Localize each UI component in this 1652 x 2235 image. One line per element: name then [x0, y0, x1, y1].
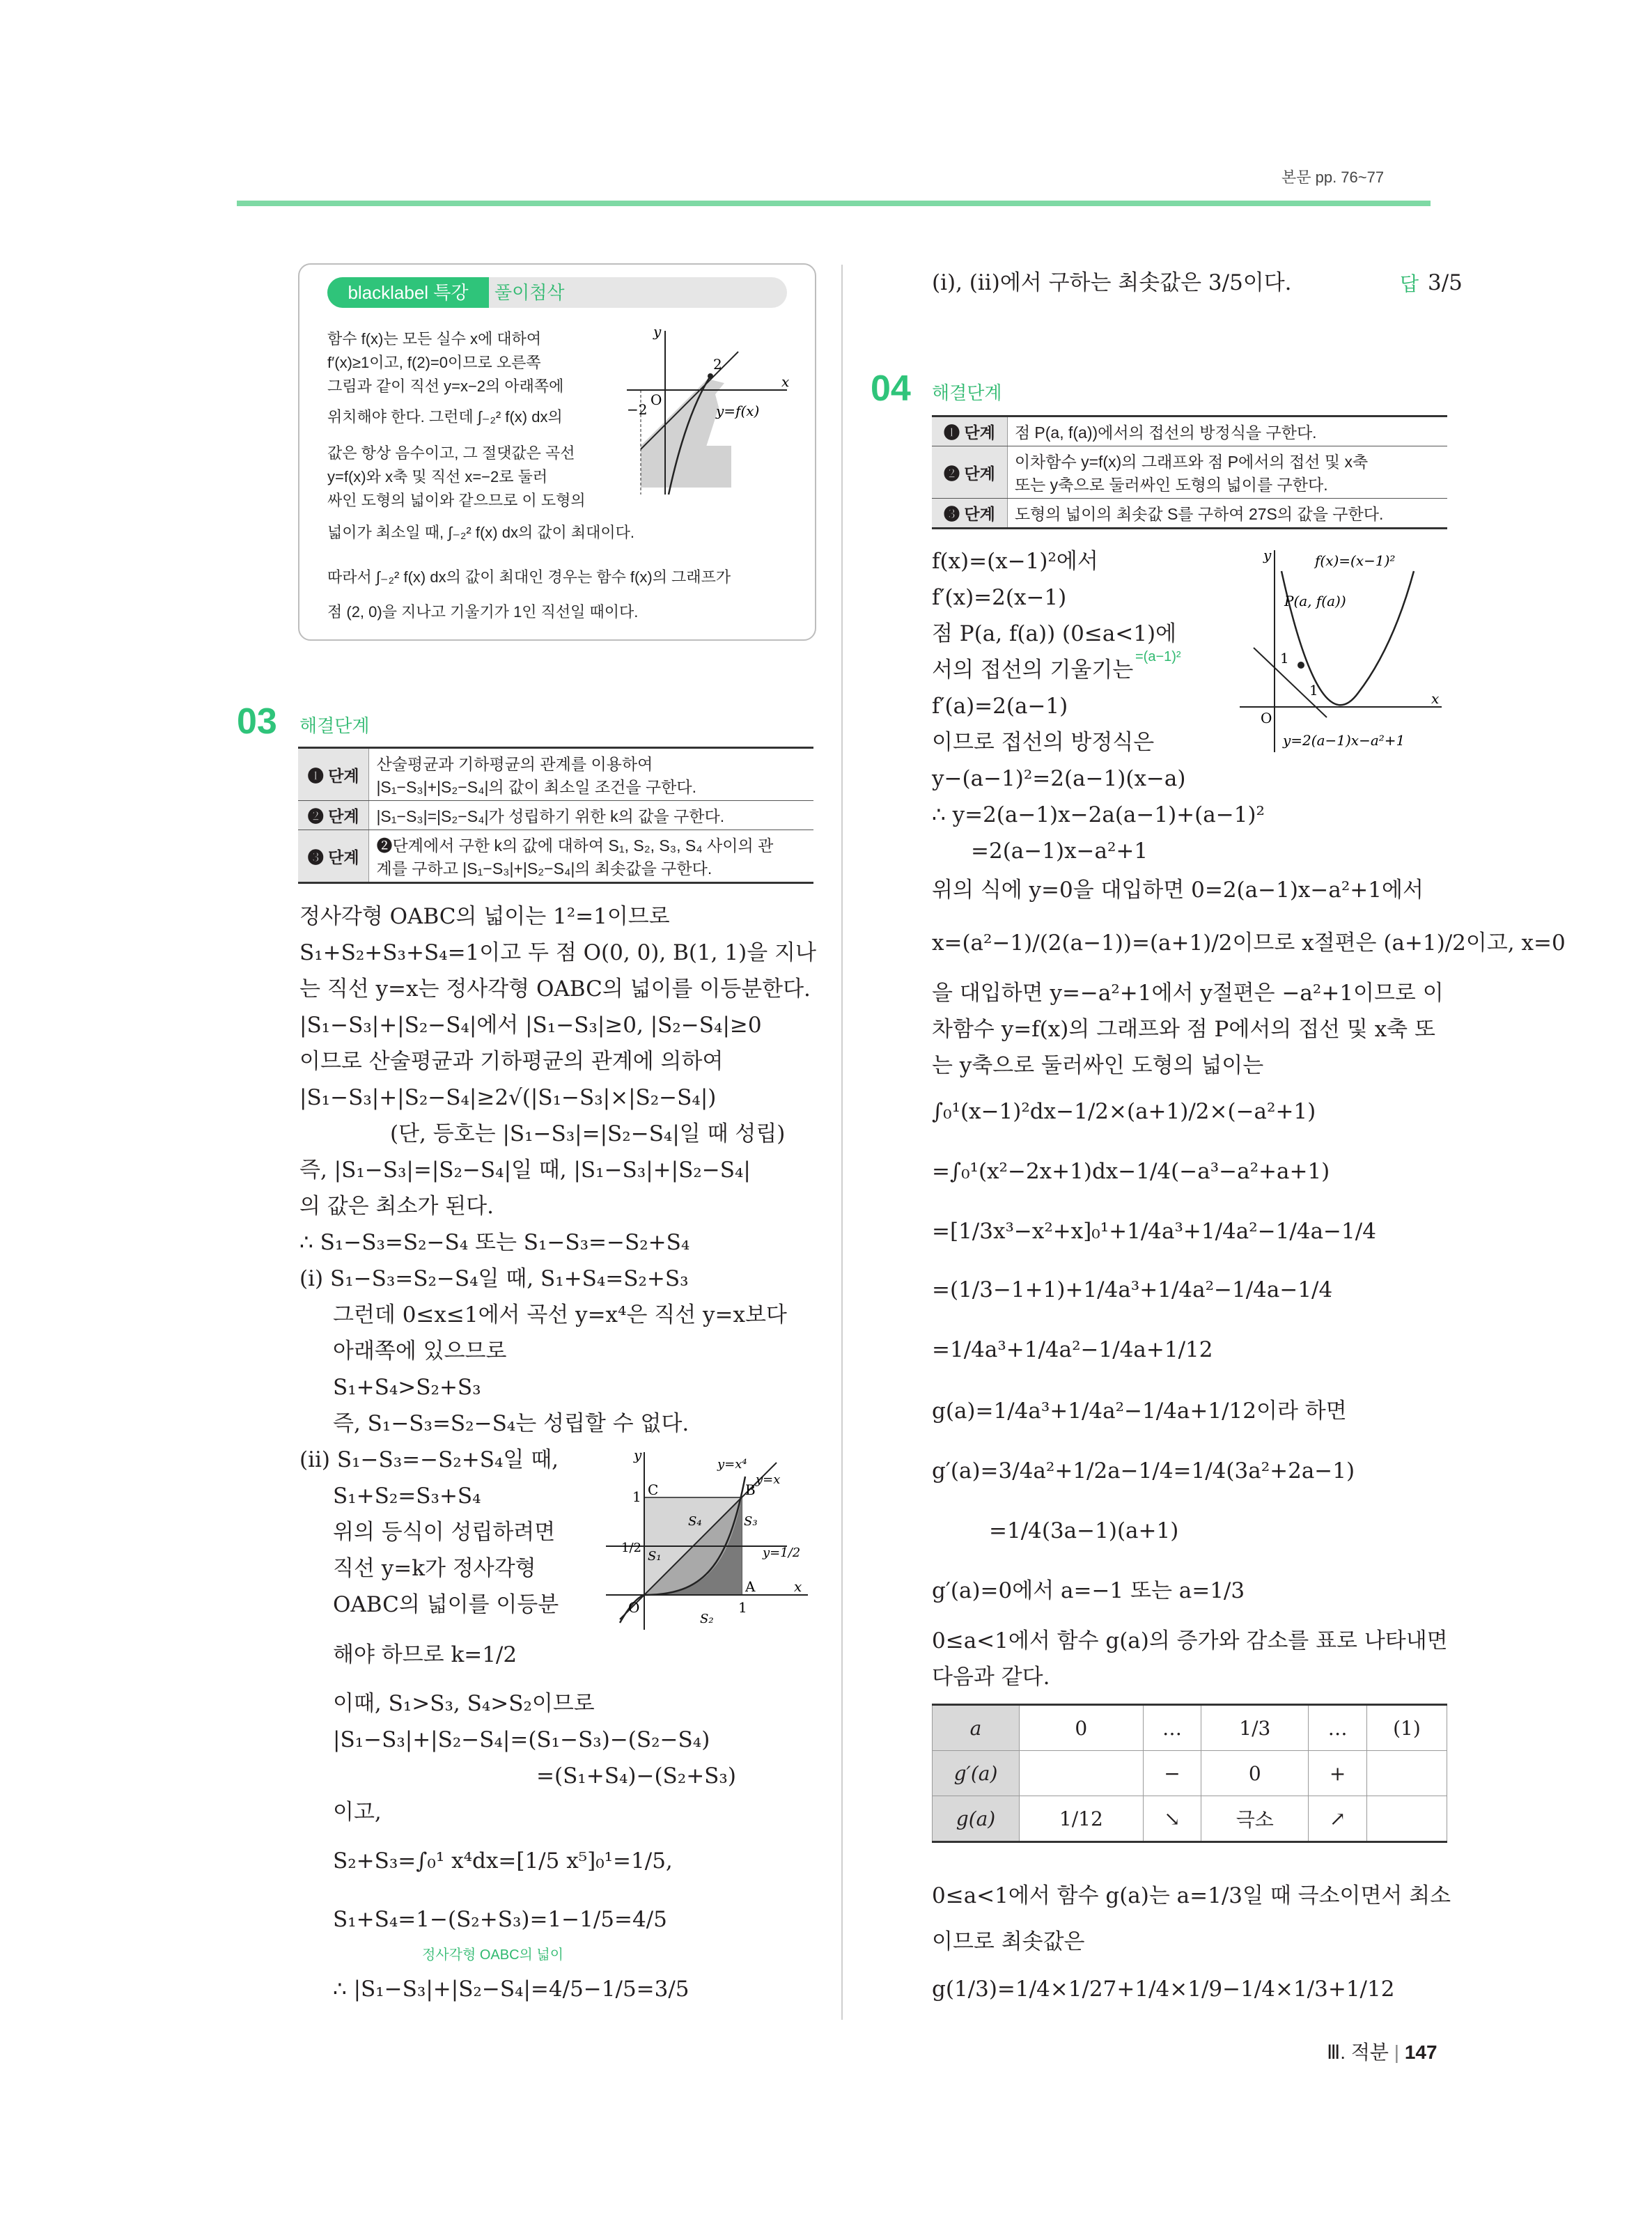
s03-graph-c: C [648, 1481, 659, 1498]
s03-line: (ⅰ) S₁−S₃=S₂−S₄일 때, S₁+S₄=S₂+S₃ [299, 1266, 689, 1291]
step-row [298, 748, 813, 801]
s03-graph-one-y: 1 [632, 1488, 641, 1505]
sign-cell [1366, 1796, 1447, 1842]
s03-graph-half: 1/2 [621, 1541, 641, 1555]
s04-graph-point: P(a, f(a)) [1284, 593, 1346, 609]
s03-line: S₁+S₂+S₃+S₄=1이고 두 점 O(0, 0), B(1, 1)을 지나 [299, 940, 816, 965]
sign-cell: + [1309, 1751, 1367, 1796]
sign-table-header-row [933, 1705, 1447, 1751]
s03-line: |S₁−S₃|+|S₂−S₄|에서 |S₁−S₃|≥0, |S₂−S₄|≥0 [299, 1013, 762, 1038]
answer-label: 답 [1400, 273, 1419, 295]
blacklabel-graph-two: 2 [713, 356, 722, 373]
s03-line: =(S₁+S₄)−(S₂+S₃) [536, 1763, 736, 1789]
s04-line: g(1/3)=1/4×1/27+1/4×1/9−1/4×1/3+1/12 [932, 1977, 1395, 2002]
s04-line: 을 대입하면 y=−a²+1에서 y절편은 −a²+1이므로 이 [932, 981, 1444, 1006]
s03-line: S₂+S₃=∫₀¹ x⁴dx=[1/5 x⁵]₀¹=1/5, [333, 1848, 673, 1874]
sign-cell: 1/12 [1020, 1796, 1144, 1842]
sign-cell: 1/3 [1201, 1705, 1309, 1751]
footer [1327, 2037, 1437, 2065]
blacklabel-graph-o: O [650, 391, 662, 408]
step-label: ❷ 단계 [298, 801, 369, 830]
s03-graph-one-x: 1 [738, 1599, 747, 1616]
step-row [932, 499, 1447, 529]
s04-line: y−(a−1)²=2(a−1)(x−a) [932, 766, 1186, 791]
s03-line: ∴ |S₁−S₃|+|S₂−S₄|=4/5−1/5=3/5 [333, 1977, 689, 2002]
blacklabel-graph [627, 324, 794, 498]
sign-table-row [933, 1796, 1447, 1842]
s03-graph-s1: S₁ [648, 1549, 662, 1564]
sign-cell: … [1143, 1705, 1201, 1751]
s04-note: =(a−1)² [1135, 649, 1181, 664]
step-text: 점 P(a, f(a))에서의 접선의 방정식을 구한다. [1007, 416, 1447, 446]
step-label: ❶ 단계 [298, 748, 369, 801]
step-row [932, 446, 1447, 499]
blacklabel-line: 점 (2, 0)을 지나고 기울기가 1인 직선일 때이다. [327, 603, 639, 621]
s03-line: |S₁−S₃|+|S₂−S₄|≥2√(|S₁−S₃|×|S₂−S₄|) [299, 1085, 717, 1110]
s04-line: f(x)=(x−1)²에서 [932, 549, 1098, 574]
sign-cell: 0 [1020, 1705, 1144, 1751]
section-number-04: 04 [871, 368, 911, 409]
s04-line: 이므로 최솟값은 [932, 1929, 1085, 1954]
s03-graph-curve: y=x⁴ [717, 1457, 747, 1472]
s03-line: 위의 등식이 성립하려면 [333, 1520, 556, 1545]
blacklabel-line: 함수 f(x)는 모든 실수 x에 대하여 [327, 330, 542, 348]
sign-cell: g′(a) [933, 1751, 1020, 1796]
s04-line: 이므로 접선의 방정식은 [932, 730, 1155, 755]
blacklabel-subtitle: 풀이첨삭 [494, 282, 565, 303]
sign-cell: (1) [1366, 1705, 1447, 1751]
steps-table-04 [932, 415, 1447, 529]
sign-table-row [933, 1751, 1447, 1796]
step-text: 도형의 넓이의 최솟값 S를 구하여 27S의 값을 구한다. [1007, 499, 1447, 529]
s03-line: 해야 하므로 k=1/2 [333, 1642, 517, 1667]
s03-line: 직선 y=k가 정사각형 [333, 1556, 536, 1581]
sign-cell [1366, 1751, 1447, 1796]
s03-graph-o: O [628, 1599, 640, 1616]
step-label: ❷ 단계 [932, 446, 1007, 499]
s03-line: |S₁−S₃|+|S₂−S₄|=(S₁−S₃)−(S₂−S₄) [333, 1727, 710, 1752]
s04-graph-curve: f(x)=(x−1)² [1315, 552, 1396, 569]
s03-graph-y: y [634, 1449, 642, 1463]
s03-line: ∴ S₁−S₃=S₂−S₄ 또는 S₁−S₃=−S₂+S₄ [299, 1230, 690, 1255]
step-text: 이차함수 y=f(x)의 그래프와 점 P에서의 접선 및 x축 또는 y축으로 둘러싸인 도형의 넓이를 구한다. [1007, 446, 1447, 499]
s03-line: 는 직선 y=x는 정사각형 OABC의 넓이를 이등분한다. [299, 976, 811, 1002]
blacklabel-title: blacklabel 특강 [327, 277, 489, 308]
step-row [298, 801, 813, 830]
sign-cell: g(a) [933, 1796, 1020, 1842]
footer-chapter: Ⅲ. 적분 [1327, 2041, 1389, 2063]
s04-line: f′(x)=2(x−1) [932, 585, 1067, 610]
step-label: ❸ 단계 [298, 830, 369, 883]
sign-cell: ↗ [1309, 1796, 1367, 1842]
s03-line: 의 값은 최소가 된다. [299, 1194, 494, 1219]
blacklabel-graph-x: x [781, 373, 790, 390]
sign-cell [1020, 1751, 1144, 1796]
blacklabel-graph-neg-two: −2 [627, 401, 648, 418]
s03-line: 즉, |S₁−S₃|=|S₂−S₄|일 때, |S₁−S₃|+|S₂−S₄| [299, 1158, 751, 1183]
s04-line: g′(a)=3/4a²+1/2a−1/4=1/4(3a²+2a−1) [932, 1458, 1355, 1483]
point-2-0 [708, 373, 713, 379]
footer-divider: | [1394, 2041, 1405, 2063]
s03-line: 이때, S₁>S₃, S₄>S₂이므로 [333, 1691, 595, 1716]
blacklabel-graph-y: y [653, 324, 662, 340]
s04-graph-y: y [1263, 547, 1272, 563]
s04-line: f′(a)=2(a−1) [932, 694, 1068, 719]
sign-cell: ↘ [1143, 1796, 1201, 1842]
s04-graph-o: O [1261, 710, 1272, 726]
section-label-04: 해결단계 [932, 382, 1002, 403]
s04-graph-one-x: 1 [1309, 682, 1318, 699]
s03-line: 이고, [333, 1800, 382, 1825]
s03-graph-hline: y=1/2 [763, 1545, 801, 1560]
sign-cell: 0 [1201, 1751, 1309, 1796]
s03-line: 정사각형 OABC의 넓이는 1²=1이므로 [299, 904, 670, 929]
blacklabel-line: 따라서 ∫₋₂² f(x) dx의 값이 최대인 경우는 함수 f(x)의 그래프가 [327, 568, 731, 586]
sign-table [932, 1704, 1447, 1843]
blacklabel-line: 그림과 같이 직선 y=x−2의 아래쪽에 [327, 377, 564, 395]
answer-value: 3/5 [1428, 270, 1463, 295]
s04-line: g(a)=1/4a³+1/4a²−1/4a+1/12이라 하면 [932, 1399, 1347, 1424]
step-label: ❶ 단계 [932, 416, 1007, 446]
step-text: |S₁−S₃|=|S₂−S₄|가 성립하기 위한 k의 값을 구한다. [369, 801, 813, 830]
s04-line: 위의 식에 y=0을 대입하면 0=2(a−1)x−a²+1에서 [932, 878, 1424, 903]
s03-line: OABC의 넓이를 이등분 [333, 1592, 559, 1617]
column-divider [841, 265, 843, 2020]
s04-line: g′(a)=0에서 a=−1 또는 a=1/3 [932, 1578, 1245, 1603]
s04-line: 는 y축으로 둘러싸인 도형의 넓이는 [932, 1053, 1264, 1078]
s03-line: 즉, S₁−S₃=S₂−S₄는 성립할 수 없다. [333, 1411, 689, 1436]
s03-note: 정사각형 OABC의 넓이 [422, 1947, 564, 1963]
s04-graph-one-y: 1 [1280, 650, 1289, 667]
s04-line: 다음과 같다. [932, 1665, 1050, 1690]
s04-line: =∫₀¹(x²−2x+1)dx−1/4(−a³−a²+a+1) [932, 1159, 1330, 1184]
point-P [1298, 662, 1304, 669]
s04-line: x=(a²−1)/(2(a−1))=(a+1)/2이므로 x절편은 (a+1)/2이고, x=0 [932, 930, 1566, 956]
s03-graph-x: x [794, 1578, 802, 1595]
s03-graph-a: A [745, 1578, 756, 1595]
step-label: ❸ 단계 [932, 499, 1007, 529]
s04-line: ∫₀¹(x−1)²dx−1/2×(a+1)/2×(−a²+1) [932, 1099, 1316, 1124]
s04-line: 차함수 y=f(x)의 그래프와 점 P에서의 접선 및 x축 또 [932, 1017, 1435, 1042]
step-text: ❷단계에서 구한 k의 값에 대하여 S₁, S₂, S₃, S₄ 사이의 관 계를 구하고 |S₁−S₃|+|S₂−S₄|의 최솟값을 구한다. [369, 830, 813, 883]
s03-line: S₁+S₂=S₃+S₄ [333, 1483, 481, 1509]
s04-line: =1/4a³+1/4a²−1/4a+1/12 [932, 1337, 1213, 1362]
header-rule [237, 201, 1431, 206]
s03-line: S₁+S₄=1−(S₂+S₃)=1−1/5=4/5 [333, 1907, 667, 1932]
s04-graph-tangent: y=2(a−1)x−a²+1 [1283, 732, 1405, 749]
s04-line: 서의 접선의 기울기는 [932, 657, 1134, 683]
s03-graph [606, 1449, 822, 1637]
s03-line: (ⅱ) S₁−S₃=−S₂+S₄일 때, [299, 1447, 559, 1472]
s04-line: 0≤a<1에서 함수 g(a)의 증가와 감소를 표로 나타내면 [932, 1628, 1448, 1653]
s04-line: =[1/3x³−x²+x]₀¹+1/4a³+1/4a²−1/4a−1/4 [932, 1219, 1376, 1244]
blacklabel-graph-curve-label: y=f(x) [716, 403, 760, 419]
s03-graph-s2: S₂ [700, 1612, 714, 1626]
steps-table-03 [298, 747, 813, 884]
s03-line: S₁+S₄>S₂+S₃ [333, 1375, 481, 1400]
s03-graph-line: y=x [756, 1472, 781, 1487]
step-row [298, 830, 813, 883]
s04-graph [1240, 543, 1449, 759]
s04-line: =(1/3−1+1)+1/4a³+1/4a²−1/4a−1/4 [932, 1277, 1333, 1302]
s03-line: (단, 등호는 |S₁−S₃|=|S₂−S₄|일 때 성립) [390, 1121, 786, 1146]
parabola [1281, 571, 1414, 705]
page-reference: 본문 pp. 76~77 [1281, 169, 1385, 186]
s04-graph-x: x [1431, 690, 1440, 707]
s03-line: 아래쪽에 있으므로 [333, 1339, 507, 1364]
s03-line: 그런데 0≤x≤1에서 곡선 y=x⁴은 직선 y=x보다 [333, 1302, 787, 1327]
step-text: 산술평균과 기하평균의 관계를 이용하여 |S₁−S₃|+|S₂−S₄|의 값이 최소일 조건을 구한다. [369, 748, 813, 801]
step-row [932, 416, 1447, 446]
sign-cell: − [1143, 1751, 1201, 1796]
s03-graph-s4: S₄ [688, 1514, 702, 1529]
s04-line: 점 P(a, f(a)) (0≤a<1)에 [932, 621, 1177, 646]
blacklabel-line: 위치해야 한다. 그런데 ∫₋₂² f(x) dx의 [327, 408, 563, 426]
blacklabel-line: y=f(x)와 x축 및 직선 x=−2로 둘러 [327, 468, 548, 485]
s04-line: =2(a−1)x−a²+1 [971, 839, 1148, 864]
s04-line: =1/4(3a−1)(a+1) [989, 1518, 1179, 1543]
blacklabel-line: 싸인 도형의 넓이와 같으므로 이 도형의 [327, 492, 586, 509]
footer-page: 147 [1404, 2041, 1437, 2063]
sign-cell: … [1309, 1705, 1367, 1751]
sign-cell: 극소 [1201, 1796, 1309, 1842]
r03-conclusion: (ⅰ), (ⅱ)에서 구하는 최솟값은 3/5이다. [932, 270, 1292, 295]
section-number-03: 03 [237, 701, 277, 742]
blacklabel-line: 값은 항상 음수이고, 그 절댓값은 곡선 [327, 444, 575, 462]
blacklabel-line: f′(x)≥1이고, f(2)=0이므로 오른쪽 [327, 354, 541, 371]
s04-line: ∴ y=2(a−1)x−2a(a−1)+(a−1)² [932, 802, 1265, 827]
blacklabel-line: 넓이가 최소일 때, ∫₋₂² f(x) dx의 값이 최대이다. [327, 524, 635, 541]
s03-line: 이므로 산술평균과 기하평균의 관계에 의하여 [299, 1049, 724, 1074]
section-label-03: 해결단계 [299, 715, 370, 736]
s03-graph-b: B [745, 1481, 756, 1498]
s03-graph-s3: S₃ [744, 1514, 758, 1529]
s04-line: 0≤a<1에서 함수 g(a)는 a=1/3일 때 극소이면서 최소 [932, 1883, 1451, 1908]
sign-cell: a [933, 1705, 1020, 1751]
